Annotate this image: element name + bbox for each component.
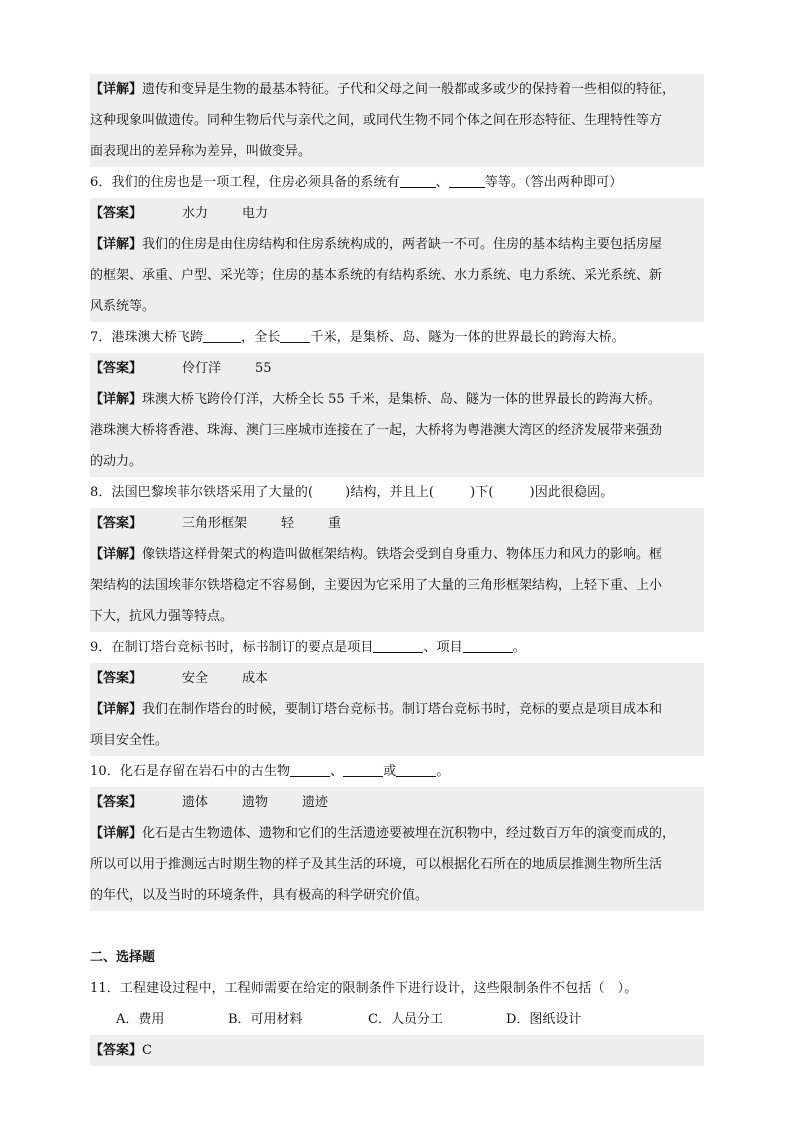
detail-line: 的动力。 xyxy=(90,454,143,469)
blank xyxy=(463,636,513,653)
detail-tag: 【详解】 xyxy=(90,826,143,841)
detail-tag: 【详解】 xyxy=(90,82,143,97)
answer-value: 伶仃洋 xyxy=(182,361,222,376)
detail-block-8 xyxy=(90,539,704,632)
answer-9 xyxy=(90,663,704,694)
section-title: 二、选择题 xyxy=(90,950,156,965)
option-c: C．人员分工 xyxy=(368,1012,443,1027)
option-d: D．图纸设计 xyxy=(506,1012,582,1027)
option-b: B．可用材料 xyxy=(228,1012,303,1027)
detail-block-6 xyxy=(90,229,704,322)
answer-tag: 【答案】 xyxy=(90,1043,143,1058)
answer-value: 三角形框架 xyxy=(182,516,248,531)
question-10: 10．化石是存留在岩石中的古生物 、 或 。 xyxy=(90,756,704,787)
detail-tag: 【详解】 xyxy=(90,702,143,717)
answer-6 xyxy=(90,198,704,229)
blank xyxy=(343,760,383,777)
question-8: 8．法国巴黎埃菲尔铁塔采用了大量的( )结构，并且上( )下( )因此很稳固。 xyxy=(90,485,614,500)
detail-line: 我们的住房是由住房结构和住房系统构成的，两者缺一不可。住房的基本结构主要包括房屋 xyxy=(142,237,663,252)
detail-line: 港珠澳大桥将香港、珠海、澳门三座城市连接在了一起，大桥将为粤港澳大湾区的经济发展带来强劲 xyxy=(90,423,663,438)
detail-line: 所以可以用于推测远古时期生物的样子及其生活的环境，可以根据化石所在的地质层推测生物所生活 xyxy=(90,857,663,872)
detail-tag: 【详解】 xyxy=(90,237,143,252)
detail-block-9 xyxy=(90,694,704,756)
answer-value: 成本 xyxy=(242,671,269,686)
blank xyxy=(203,326,241,343)
detail-line: 下大，抗风力强等特点。 xyxy=(90,609,234,624)
detail-line: 风系统等。 xyxy=(90,299,156,314)
answer-tag: 【答案】 xyxy=(90,361,143,376)
detail-line: 项目安全性。 xyxy=(90,733,169,748)
option-a: A．费用 xyxy=(116,1012,165,1027)
detail-line: 的框架、承重、户型、采光等；住房的基本系统的有结构系统、水力系统、电力系统、采光系统、新 xyxy=(90,268,663,283)
detail-tag: 【详解】 xyxy=(90,547,143,562)
answer-value: 安全 xyxy=(182,671,209,686)
blank xyxy=(400,171,436,188)
answer-10 xyxy=(90,787,704,818)
answer-value: 水力 xyxy=(182,206,209,221)
answer-value: C xyxy=(142,1043,152,1058)
blank xyxy=(449,171,485,188)
question-11-options xyxy=(90,1004,704,1035)
answer-value: 电力 xyxy=(242,206,269,221)
detail-line: 遗传和变异是生物的最基本特征。子代和父母之间一般都或多或少的保持着一些相似的特征， xyxy=(142,82,676,97)
content xyxy=(90,74,704,1066)
detail-line: 的年代，以及当时的环境条件，具有极高的科学研究价值。 xyxy=(90,888,429,903)
detail-line: 我们在制作塔台的时候，要制订塔台竞标书。制订塔台竞标书时，竞标的要点是项目成本和 xyxy=(142,702,663,717)
answer-11 xyxy=(90,1035,704,1066)
answer-tag: 【答案】 xyxy=(90,206,143,221)
detail-line: 架结构的法国埃菲尔铁塔稳定不容易倒，主要因为它采用了大量的三角形框架结构，上轻下重、上小 xyxy=(90,578,663,593)
answer-value: 轻 xyxy=(281,516,295,531)
detail-line: 这种现象叫做遗传。同种生物后代与亲代之间，或同代生物不同个体之间在形态特征、生理特性等方 xyxy=(90,113,663,128)
answer-tag: 【答案】 xyxy=(90,516,143,531)
answer-tag: 【答案】 xyxy=(90,671,143,686)
answer-value: 重 xyxy=(328,516,342,531)
question-11: 11．工程建设过程中，工程师需要在给定的限制条件下进行设计，这些限制条件不包括（ ）。 xyxy=(90,981,638,996)
detail-block-5 xyxy=(90,74,704,167)
answer-value: 遗体 xyxy=(182,795,209,810)
answer-value: 55 xyxy=(255,361,272,376)
blank xyxy=(373,636,423,653)
answer-8 xyxy=(90,508,704,539)
detail-block-7 xyxy=(90,384,704,477)
answer-7 xyxy=(90,353,704,384)
detail-line: 化石是古生物遗体、遗物和它们的生活遗迹要被埋在沉积物中，经过数百万年的演变而成的， xyxy=(142,826,676,841)
blank xyxy=(396,760,436,777)
question-6: 6．我们的住房也是一项工程，住房必须具备的系统有 、 等等。（答出两种即可） xyxy=(90,167,704,198)
detail-tag: 【详解】 xyxy=(90,392,143,407)
detail-line: 珠澳大桥飞跨伶仃洋，大桥全长 55 千米，是集桥、岛、隧为一体的世界最长的跨海大桥。 xyxy=(142,392,661,407)
detail-block-10 xyxy=(90,818,704,911)
question-7: 7．港珠澳大桥飞跨 ，全长 千米，是集桥、岛、隧为一体的世界最长的跨海大桥。 xyxy=(90,322,704,353)
answer-value: 遗物 xyxy=(242,795,269,810)
blank xyxy=(290,760,330,777)
question-9: 9．在制订塔台竞标书时，标书制订的要点是项目 、项目 。 xyxy=(90,632,704,663)
detail-line: 像铁塔这样骨架式的构造叫做框架结构。铁塔会受到自身重力、物体压力和风力的影响。框 xyxy=(142,547,663,562)
answer-value: 遗迹 xyxy=(302,795,329,810)
blank xyxy=(280,326,310,343)
answer-tag: 【答案】 xyxy=(90,795,143,810)
detail-line: 面表现出的差异称为差异，叫做变异。 xyxy=(90,144,312,159)
